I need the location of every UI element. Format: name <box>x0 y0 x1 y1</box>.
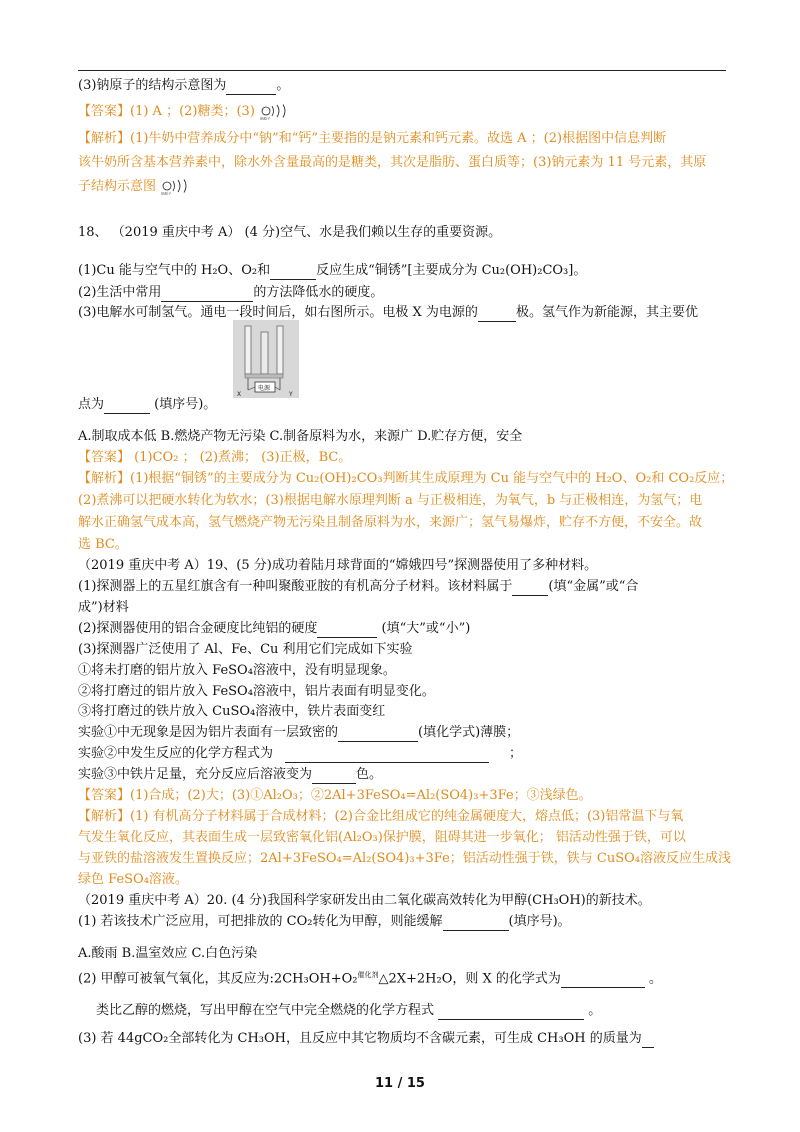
svg-text:钠原子: 钠原子 <box>260 116 271 120</box>
q18-header: 18、 （2019 重庆中考 A） (4 分)空气、水是我们赖以生存的重要资源。 <box>78 225 502 240</box>
q19-exp3: ③将打磨过的铁片放入 CuSO₄溶液中，铁片表面变红 <box>78 704 386 719</box>
q20-part3: (3) 若 44gCO₂全部转化为 CH₃OH，且反应中其它物质均不含碳元素，可生成 CH₃OH 的质量为 <box>78 1030 654 1048</box>
sodium-atom-diagram-icon <box>259 104 297 120</box>
answer-blank <box>512 582 548 596</box>
q19-question-a: 实验①中无现象是因为铝片表面有一层致密的 (填化学式)薄膜； <box>78 725 520 740</box>
q19-analysis-4: 绿色 FeSO₄溶液。 <box>78 872 188 887</box>
answer-blank <box>104 400 150 414</box>
answer-blank <box>642 1034 654 1048</box>
q18-part3: (3)电解水可制氢气。通电一段时间后，如右图所示。电极 X 为电源的 极。氢气作为新能源，其主要优 <box>78 305 698 320</box>
q19-part1: (1)探测器上的五星红旗含有一种叫聚酸亚胺的有机高分子材料。该材料属于 (填“金属”或“合 <box>78 579 639 594</box>
q20-part1: (1) 若该技术广泛应用，可把排放的 CO₂转化为甲醇，则能缓解 (填序号)。 <box>78 914 571 929</box>
svg-text:Y: Y <box>289 391 293 398</box>
answer-blank <box>438 1006 584 1020</box>
header-rule <box>78 70 726 71</box>
q18-analysis-3: 解水正确氢气成本高，氢气燃烧产物无污染且制备原料为水，来源广；氢气易爆炸，贮存不方便，不安全。故 <box>78 515 703 530</box>
q18-options: A.制取成本低 B.燃烧产物无污染 C.制备原料为水，来源广 D.贮存方便，安全 <box>78 429 523 444</box>
q17-answer: 【答案】(1) A ；(2)糖类；(3) 钠原子 <box>78 103 297 121</box>
sodium-atom-diagram-icon <box>160 179 198 195</box>
q19-analysis-3: 与亚铁的盐溶液发生置换反应；2Al+3FeSO₄=Al₂(SO4)₃+3Fe；铝活动性强于铁，铁与 CuSO₄溶液反应生成浅 <box>78 851 731 866</box>
answer-blank <box>561 974 645 988</box>
q20-options: A.酸雨 B.温室效应 C.白色污染 <box>78 946 258 961</box>
q17-analysis-1: 【解析】(1)牛奶中营养成分中“钠”和“钙”主要指的是钠元素和钙元素。故选 A ；(2)根据图中信息判断 <box>78 131 667 146</box>
page-number: 11 / 15 <box>375 1076 425 1091</box>
answer-blank <box>161 288 253 302</box>
q17-analysis-2: 该牛奶所含基本营养素中，除水外含量最高的是糖类，其次是脂肪、蛋白质等；(3)钠元素为 11 号元素，其原 <box>78 155 707 170</box>
answer-blank <box>338 728 418 742</box>
electrolysis-apparatus-image <box>233 320 299 398</box>
q18-answer: 【答案】 (1)CO₂ ； (2)煮沸； (3)正极，BC。 <box>78 450 352 465</box>
q19-question-b: 实验②中发生反应的化学方程式为 ； <box>78 746 523 761</box>
q18-part2: (2)生活中常用 的方法降低水的硬度。 <box>78 285 384 300</box>
svg-text:电源: 电源 <box>258 385 271 392</box>
answer-blank <box>285 749 489 763</box>
q19-part2: (2)探测器使用的铝合金硬度比纯铝的硬度 (填“大”或“小”) <box>78 621 471 636</box>
answer-blank <box>312 770 356 784</box>
q20-part2: (2) 甲醇可被氧气氧化，其反应为:2CH₃OH+O₂$^{催化剂}$△2X+2H₂O，则 X 的化学式为 。 <box>78 971 663 987</box>
q19-analysis-1: 【解析】(1) 有机高分子材料属于合成材料；(2)合金比组成它的纯金属硬度大，熔点低；(3)铝常温下与氧 <box>78 809 684 824</box>
q19-header: （2019 重庆中考 A）19、(5 分)成功着陆月球背面的“嫦娥四号”探测器使用了多种材料。 <box>78 558 598 573</box>
answer-blank <box>270 266 316 280</box>
q18-analysis-4: 选 BC。 <box>78 537 128 552</box>
q19-part3: (3)探测器广泛使用了 Al、Fe、Cu 利用它们完成如下实验 <box>78 642 413 657</box>
q19-exp1: ①将未打磨的铝片放入 FeSO₄溶液中，没有明显现象。 <box>78 663 396 678</box>
q18-part3-cont: 点为 (填序号)。 <box>78 397 217 412</box>
q19-part1-cont: 成”)材料 <box>78 600 129 615</box>
answer-blank <box>226 81 276 95</box>
q19-question-c: 实验③中铁片足量，充分反应后溶液变为 色。 <box>78 767 383 782</box>
svg-text:X: X <box>237 391 242 398</box>
q17-analysis-3: 子结构示意图 钠原子 <box>78 178 198 196</box>
answer-blank <box>443 917 509 931</box>
q18-analysis-2: (2)煮沸可以把硬水转化为软水；(3)根据电解水原理判断 a 与正极相连，为氧气，b 与正极相连，为氢气；电 <box>78 493 703 508</box>
answer-blank <box>478 308 516 322</box>
q20-header: （2019 重庆中考 A）20. (4 分)我国科学家研发出由二氧化碳高效转化为甲醇(CH₃OH)的新技术。 <box>78 893 651 908</box>
q18-analysis-1: 【解析】(1)根据“铜锈”的主要成分为 Cu₂(OH)₂CO₃判断其生成原理为 Cu 能与空气中的 H₂O、O₂和 CO₂反应； <box>78 471 734 486</box>
q20-part2b: 类比乙醇的燃烧，写出甲醇在空气中完全燃烧的化学方程式 。 <box>96 1003 602 1018</box>
answer-blank <box>317 624 377 638</box>
q19-analysis-2: 气发生氧化反应，其表面生成一层致密氧化铝(Al₂O₃)保护膜，阻碍其进一步氧化； 铝活动性强于铁，可以 <box>78 830 686 845</box>
svg-text:钠原子: 钠原子 <box>161 191 172 195</box>
q17-part3: (3)钠原子的结构示意图为 。 <box>78 78 290 93</box>
q19-answer: 【答案】(1)合成；(2)大；(3)①Al₂O₃；②2Al+3FeSO₄=Al₂(SO4)₃+3Fe；③浅绿色。 <box>78 788 592 803</box>
q19-exp2: ②将打磨过的铝片放入 FeSO₄溶液中，铝片表面有明显变化。 <box>78 684 435 699</box>
q18-part1: (1)Cu 能与空气中的 H₂O、O₂和 反应生成“铜锈”[主要成分为 Cu₂(OH)₂CO₃]。 <box>78 263 587 278</box>
